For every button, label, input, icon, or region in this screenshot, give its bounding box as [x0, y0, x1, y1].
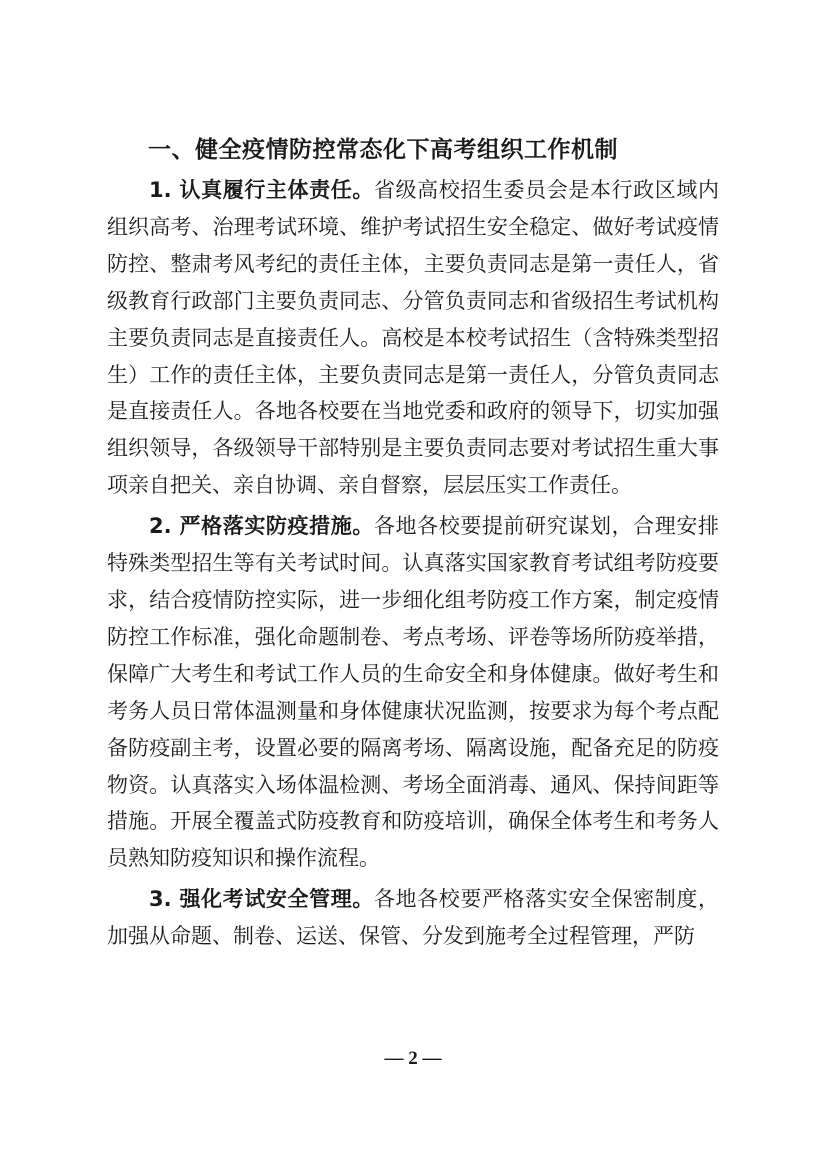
paragraph-1-body: 省级高校招生委员会是本行政区域内组织高考、治理考试环境、维护考试招生安全稳定、做好考试疫情防控、整肃考风考纪的责任主体，主要负责同志是第一责任人，省级教育行政部门主要负责同志、分管负责同志和省级招生考试机构主要负责同志是直接责任人。高校是本校考试招生（含特殊类型招生）工作的责任主体，主要负责同志是第一责任人，分管负责同志是直接责任人。各地各校要在当地党委和政府的领导下，切实加强组织领导，各级领导干部特别是主要负责同志要对考试招生重大事项亲自把关、亲自协调、亲自督察，层层压实工作责任。 — [107, 178, 719, 498]
section-heading: 一、健全疫情防控常态化下高考组织工作机制 — [148, 137, 618, 163]
body-text — [107, 172, 719, 959]
paragraph-2-body: 各地各校要提前研究谋划，合理安排特殊类型招生等有关考试时间。认真落实国家教育考试组考防疫要求，结合疫情防控实际，进一步细化组考防疫工作方案，制定疫情防控工作标准，强化命题制卷、考点考场、评卷等场所防疫举措，保障广大考生和考试工作人员的生命安全和身体健康。做好考生和考务人员日常体温测量和身体健康状况监测，按要求为每个考点配备防疫副主考，设置必要的隔离考场、隔离设施，配备充足的防疫物资。认真落实入场体温检测、考场全面消毒、通风、保持间距等措施。开展全覆盖式防疫教育和防疫培训，确保全体考生和考务人员熟知防疫知识和操作流程。 — [107, 514, 719, 871]
paragraph-1-lead: 1. 认真履行主体责任。 — [149, 178, 374, 202]
page-number: — 2 — — [384, 1048, 442, 1069]
paragraph-3-lead: 3. 强化考试安全管理。 — [149, 887, 374, 912]
paragraph-3 — [107, 881, 719, 955]
paragraph-1 — [107, 172, 719, 504]
paragraph-3-body: 各地各校要严格落实安全保密制度，加强从命题、制卷、运送、保管、分发到施考全过程管理，严防 — [107, 887, 719, 949]
paragraph-2-lead: 2. 严格落实防疫措施。 — [149, 514, 374, 539]
paragraph-2 — [107, 508, 719, 877]
